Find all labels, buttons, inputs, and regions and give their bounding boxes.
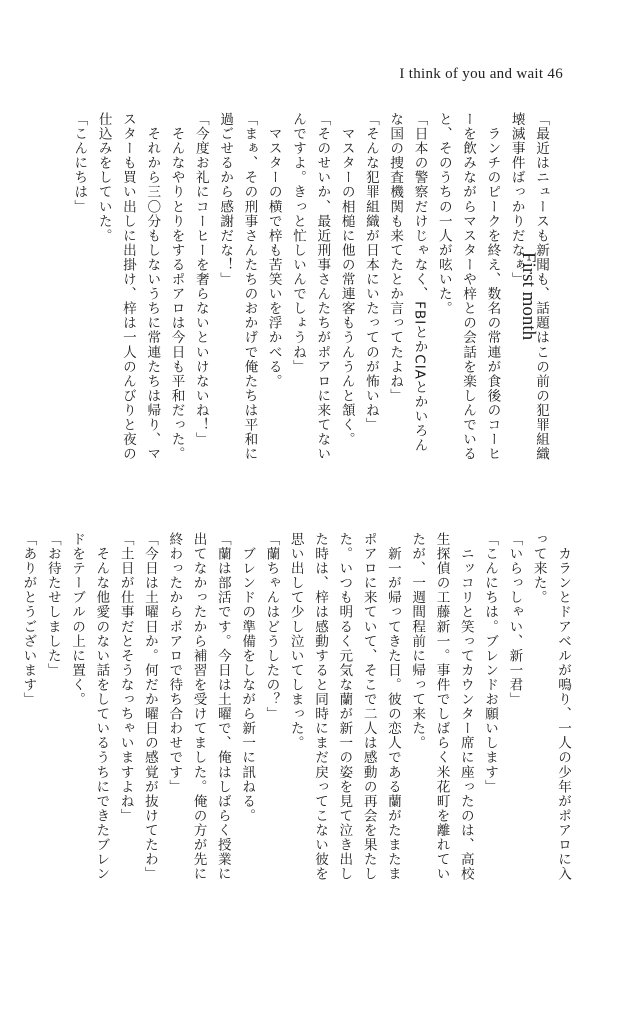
text-line: た。いつも明るく元気な蘭が新一の姿を見て泣き出し xyxy=(336,532,353,882)
text-line: 「こんにちは。ブレンドお願いします」 xyxy=(482,532,499,794)
text-line: 「蘭ちゃんはどうしたの？」 xyxy=(263,532,280,722)
text-line: そんな他愛のない話をしているうちにできたブレン xyxy=(93,532,110,882)
text-line: 「蘭は部活です。今日は土曜で、俺はしばらく授業に xyxy=(214,532,231,882)
text-line: 過ごせるから感謝だな！」 xyxy=(217,112,234,287)
text-line: マスターの横で梓も苦笑いを浮かべる。 xyxy=(265,112,282,389)
text-line: ーを飲みながらマスターや梓との会話を楽しんでいる xyxy=(460,112,477,462)
running-header: I think of you and wait 46 xyxy=(399,66,563,82)
text-line: ニッコリと笑ってカウンター席に座ったのは、高校 xyxy=(457,532,474,882)
text-line: 新一が帰ってきた日。彼の恋人である蘭がたまたま xyxy=(384,532,401,882)
text-line: 「今度お礼にコーヒーを奢らないといけないね！」 xyxy=(192,112,209,447)
text-line: 「ありがとうございます」 xyxy=(20,532,37,707)
text-line: 出てなかったから補習を受けてました。俺の方が先に xyxy=(190,532,207,882)
text-line: それから三〇分もしないうちに常連たちは帰り、マ xyxy=(144,112,161,462)
text-line: な国の捜査機関も来てたとか言ってたよね」 xyxy=(387,112,404,403)
text-line: 「そのせいか、最近刑事さんたちがポアロに来てない xyxy=(314,112,331,462)
text-line: ドをテーブルの上に置く。 xyxy=(69,532,86,707)
text-line: 「日本の警察だけじゃなく、FBIとかCIAとかいろん xyxy=(411,112,428,453)
text-line: マスターの相槌に他の常連客もうんうんと頷く。 xyxy=(338,112,355,447)
text-line: ポアロに来ていて、そこで二人は感動の再会を果たし xyxy=(360,532,377,882)
text-line: 「そんな犯罪組織が日本にいたってのが怖いね」 xyxy=(362,112,379,433)
lower-text-block xyxy=(20,532,575,942)
text-line: 「最近はニュースも新聞も、話題はこの前の犯罪組織 xyxy=(533,112,549,462)
text-line: た時は、梓は感動すると同時にまだ戻ってこない彼を xyxy=(312,532,329,882)
text-line: 「こんにちは」 xyxy=(71,112,88,214)
text-line: 「いらっしゃい、新一君」 xyxy=(506,532,523,707)
chapter-title: First month xyxy=(518,252,539,341)
text-line: 「土日が仕事だとそうなっちゃいますよね」 xyxy=(117,532,134,823)
text-line: たが、一週間程前に帰って来た。 xyxy=(409,532,426,751)
upper-text-block xyxy=(71,112,553,522)
text-line: 終わったからポアロで待ち合わせです」 xyxy=(166,532,183,794)
text-line: 「今日は土曜日か。何だか曜日の感覚が抜けてたわ」 xyxy=(141,532,158,882)
text-line: 思い出して少し泣いてしまった。 xyxy=(287,532,304,751)
text-line: って来た。 xyxy=(530,532,547,605)
text-line: 壊滅事件ばっかりだなぁ」 xyxy=(508,112,525,287)
text-line: ブレンドの準備をしながら新一に訊ねる。 xyxy=(239,532,256,823)
text-line: 仕込みをしていた。 xyxy=(95,112,112,243)
text-line: 生探偵の工藤新一。事件でしばらく米花町を離れてい xyxy=(433,532,450,882)
text-line: んですよ。きっと忙しいんでしょうね」 xyxy=(290,112,307,374)
text-line: 「まぁ、その刑事さんたちのおかげで俺たちは平和に xyxy=(241,112,258,462)
text-line: カランとドアベルが鳴り、一人の少年がポアロに入 xyxy=(555,532,571,882)
text-line: スターも買い出しに出掛け、梓は一人のんびりと夜の xyxy=(119,112,136,462)
text-line: 「お待たせしました」 xyxy=(44,532,61,678)
text-line: ランチのピークを終え、数名の常連が食後のコーヒ xyxy=(484,112,501,462)
text-line: そんなやりとりをするポアロは今日も平和だった。 xyxy=(168,112,185,462)
text-line: と、そのうちの一人が呟いた。 xyxy=(435,112,452,316)
